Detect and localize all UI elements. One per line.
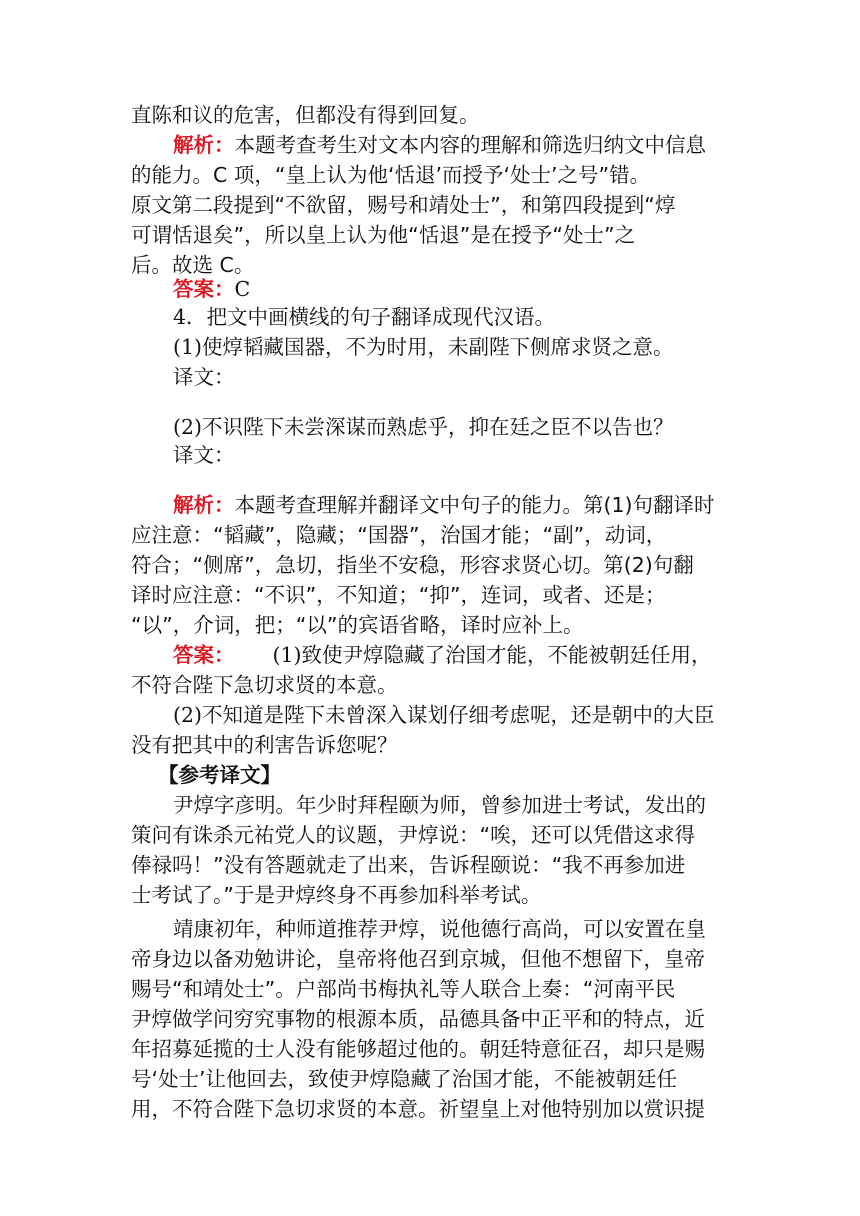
analysis-line: 的能力。C 项，“皇上认为他‘恬退’而授予‘处士’之号”错。 [131, 163, 651, 187]
answer-line: 没有把其中的利害告诉您呢？ [131, 733, 398, 757]
answer-label: 答案： [173, 643, 235, 667]
analysis-label: 解析： [173, 493, 235, 517]
analysis-line: 原文第二段提到“不欲留，赐号和靖处士”，和第四段提到“焞 [131, 193, 676, 217]
analysis-line: 后。故选 C。 [131, 253, 255, 277]
reference-line: 尹焞字彦明。年少时拜程颐为师，曾参加进士考试，发出的 [173, 793, 706, 817]
reference-line: 俸禄吗！”没有答题就走了出来，告诉程颐说：“我不再参加进 [131, 853, 686, 877]
reference-line: 用，不符合陛下急切求贤的本意。祈望皇上对他特别加以赏识提 [131, 1097, 705, 1121]
sentence-2: (2)不识陛下未尝深谋而熟虑乎，抑在廷之臣不以告也？ [173, 415, 674, 439]
analysis-line [173, 490, 731, 520]
analysis-text: 本题考查考生对文本内容的理解和筛选归纳文中信息 [234, 133, 706, 157]
reference-line: 年招募延揽的士人没有能够超过他的。朝廷特意征召，却只是赐 [131, 1037, 705, 1061]
analysis-label: 解析： [173, 133, 235, 157]
analysis-line [173, 130, 731, 160]
reference-line: 号‘处士’让他回去，致使尹焞隐藏了治国才能，不能被朝廷任 [131, 1067, 678, 1091]
answer-line [173, 640, 731, 670]
question-title: 4．把文中画横线的句子翻译成现代汉语。 [173, 305, 556, 329]
sentence-1: (1)使焞韬藏国器，不为时用，未副陛下侧席求贤之意。 [173, 335, 674, 359]
translation-label-2: 译文： [173, 443, 235, 467]
reference-heading: 【参考译文】 [158, 763, 281, 787]
answer-value: C [234, 277, 251, 301]
reference-line: 士考试了。”于是尹焞终身不再参加科举考试。 [131, 883, 542, 907]
text-line: 直陈和议的危害，但都没有得到回复。 [131, 103, 480, 127]
analysis-line: 译时应注意：“不识”，不知道；“抑”，连词，或者、还是； [131, 583, 666, 607]
answer-line [173, 274, 731, 304]
reference-line: 靖康初年，种师道推荐尹焞，说他德行高尚，可以安置在皇 [173, 917, 706, 941]
analysis-text: 本题考查理解并翻译文中句子的能力。第(1)句翻译时 [234, 493, 715, 517]
reference-line: 策问有诛杀元祐党人的议题，尹焞说：“唉，还可以凭借这求得 [131, 823, 696, 847]
analysis-line: 可谓恬退矣”，所以皇上认为他“恬退”是在授予“处士”之 [131, 223, 636, 247]
translation-label-1: 译文： [173, 365, 235, 389]
answer-label: 答案： [173, 277, 235, 301]
reference-line: 帝身边以备劝勉讲论，皇帝将他召到京城，但他不想留下，皇帝 [131, 947, 705, 971]
analysis-line: “以”，介词，把；“以”的宾语省略，译时应补上。 [131, 613, 584, 637]
reference-line: 尹焞做学问穷究事物的根源本质，品德具备中正平和的特点，近 [131, 1007, 705, 1031]
answer-text: (1)致使尹焞隐藏了治国才能，不能被朝廷任用， [272, 643, 712, 667]
analysis-line: 应注意：“韬藏”，隐藏；“国器”，治国才能；“副”，动词， [131, 523, 667, 547]
analysis-line: 符合；“侧席”，急切，指坐不安稳，形容求贤心切。第(2)句翻 [131, 553, 694, 577]
reference-line: 赐号“和靖处士”。户部尚书梅执礼等人联合上奏：“河南平民 [131, 977, 676, 1001]
answer-line: 不符合陛下急切求贤的本意。 [131, 673, 398, 697]
answer-line: (2)不知道是陛下未曾深入谋划仔细考虑呢，还是朝中的大臣 [173, 703, 715, 727]
